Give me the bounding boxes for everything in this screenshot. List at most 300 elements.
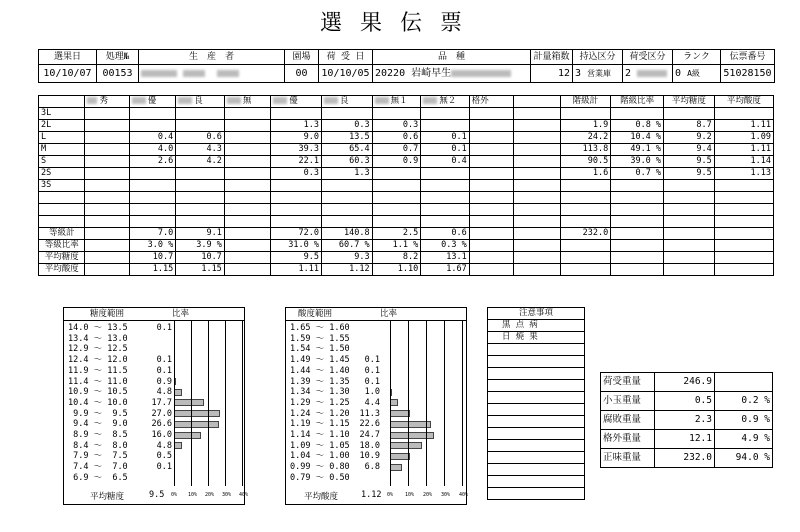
hist-ratio-value: 11.3 bbox=[359, 408, 380, 419]
grade-header-row bbox=[39, 96, 774, 108]
hist-ratio-value bbox=[352, 334, 380, 344]
grade-cell bbox=[469, 264, 513, 276]
hist-tick-label: 10% bbox=[405, 492, 415, 498]
sugar-avg-label: 平均糖度 bbox=[90, 492, 125, 502]
variety-code: 20220 bbox=[375, 68, 406, 79]
grade-cell bbox=[224, 120, 270, 132]
hist-ratio-value bbox=[144, 334, 172, 344]
grade-cell bbox=[714, 108, 773, 120]
grade-cell bbox=[85, 204, 129, 216]
grade-cell: 0.3 bbox=[372, 120, 421, 132]
grade-cell bbox=[611, 192, 664, 204]
hist-range-label: 11.4 ～ 11.0 bbox=[68, 376, 128, 387]
hist-bar bbox=[174, 432, 201, 439]
grade-cell bbox=[611, 180, 664, 192]
grade-cell: 9.2 bbox=[664, 132, 715, 144]
grade-cell bbox=[85, 144, 129, 156]
hist-range-label: 1.19 ～ 1.15 bbox=[290, 419, 350, 430]
grade-col-header: 無２ bbox=[421, 96, 470, 108]
grade-cell bbox=[224, 204, 270, 216]
row-label: 等級計 bbox=[39, 228, 85, 240]
grade-cell: 1.11 bbox=[271, 264, 322, 276]
row-label: 平均糖度 bbox=[39, 252, 85, 264]
summary-label: 格外重量 bbox=[601, 430, 655, 449]
grade-cell: 1.12 bbox=[321, 264, 372, 276]
hist-grid-line bbox=[462, 320, 463, 486]
summary-value: 246.9 bbox=[655, 373, 715, 392]
hist-range-label: 7.4 ～ 7.0 bbox=[68, 462, 128, 473]
grade-col-header: 格外 bbox=[469, 96, 513, 108]
grade-acid-row bbox=[39, 264, 774, 276]
hist-grid-line bbox=[390, 320, 391, 486]
grade-cell: 1.09 bbox=[714, 132, 773, 144]
grade-cell bbox=[372, 192, 421, 204]
hist-tick-label: 20% bbox=[423, 492, 433, 498]
summary-value: 0.5 bbox=[655, 392, 715, 411]
grade-cell bbox=[514, 264, 560, 276]
note-item bbox=[488, 404, 585, 416]
hist-range-label: 10.4 ～ 10.0 bbox=[68, 397, 128, 408]
grade-cell bbox=[469, 240, 513, 252]
size-label: 2S bbox=[39, 168, 85, 180]
label-boxes: 計量箱数 bbox=[531, 50, 573, 65]
summary-value: 232.0 bbox=[655, 449, 715, 468]
summary-percent: 4.9 % bbox=[715, 430, 773, 449]
hist-range-label: 8.9 ～ 8.5 bbox=[68, 430, 128, 440]
grade-cell: 49.1 % bbox=[611, 144, 664, 156]
hist-bar bbox=[174, 410, 220, 417]
variety-name: 岩崎早生 bbox=[411, 68, 452, 79]
grade-cell bbox=[129, 108, 175, 120]
grade-col-header bbox=[514, 96, 560, 108]
grade-cell: 72.0 bbox=[271, 228, 322, 240]
summary-table bbox=[600, 372, 773, 468]
grade-cell bbox=[224, 228, 270, 240]
grade-cell bbox=[271, 180, 322, 192]
grade-cell: 113.8 bbox=[560, 144, 611, 156]
summary-percent bbox=[715, 373, 773, 392]
grade-cell: 1.15 bbox=[176, 264, 225, 276]
hist-ratio-value: 4.4 bbox=[364, 397, 380, 408]
grade-cell bbox=[224, 108, 270, 120]
slip-title: 選果伝票 bbox=[319, 11, 480, 36]
grade-cell bbox=[469, 156, 513, 168]
hist-ratio-value: 0.1 bbox=[156, 462, 172, 473]
value-date: 10/10/07 bbox=[39, 65, 97, 83]
note-item bbox=[488, 416, 585, 428]
hist-range-label: 1.09 ～ 1.05 bbox=[290, 440, 350, 451]
grade-cell: 13.1 bbox=[421, 252, 470, 264]
grade-cell bbox=[611, 264, 664, 276]
grade-cell: 3.9 % bbox=[176, 240, 225, 252]
grade-cell bbox=[664, 108, 715, 120]
hist-ratio-value: 10.9 bbox=[359, 451, 380, 462]
label-slip-no: 伝票番号 bbox=[721, 50, 775, 65]
size-label: 3S bbox=[39, 180, 85, 192]
summary-label: 腐敗重量 bbox=[601, 411, 655, 430]
grade-size-row bbox=[39, 120, 774, 132]
summary-percent: 0.9 % bbox=[715, 411, 773, 430]
size-label: M bbox=[39, 144, 85, 156]
grade-cell bbox=[421, 168, 470, 180]
grade-cell bbox=[714, 192, 773, 204]
hist-tick-label: 10% bbox=[188, 492, 198, 498]
grade-cell bbox=[560, 264, 611, 276]
hist-bar bbox=[390, 432, 434, 439]
summary-value: 2.3 bbox=[655, 411, 715, 430]
hist-ratio-value: 0.1 bbox=[364, 365, 380, 376]
acid-avg-label: 平均酸度 bbox=[304, 492, 339, 502]
grade-cell: 232.0 bbox=[560, 228, 611, 240]
grade-size-row bbox=[39, 168, 774, 180]
grade-size-row bbox=[39, 132, 774, 144]
summary-value: 12.1 bbox=[655, 430, 715, 449]
grade-cell bbox=[271, 192, 322, 204]
grade-table bbox=[38, 95, 774, 276]
value-proc-no: 00153 bbox=[97, 65, 139, 83]
hist-ratio-value: 18.0 bbox=[359, 440, 380, 451]
grade-cell bbox=[85, 180, 129, 192]
grade-cell: 0.9 bbox=[372, 156, 421, 168]
grade-cell: 0.6 bbox=[372, 132, 421, 144]
grade-cell: 8.7 bbox=[664, 120, 715, 132]
grade-cell bbox=[611, 108, 664, 120]
hist-range-label: 12.9 ～ 12.5 bbox=[68, 344, 128, 355]
grade-cell bbox=[421, 192, 470, 204]
grade-cell bbox=[85, 264, 129, 276]
grade-cell: 24.2 bbox=[560, 132, 611, 144]
grade-cell: 9.5 bbox=[271, 252, 322, 264]
grade-cell bbox=[372, 216, 421, 228]
grade-col-header: 平均糖度 bbox=[664, 96, 715, 108]
hist-bar bbox=[390, 464, 402, 471]
grade-cell bbox=[421, 120, 470, 132]
hist-tick-label: 30% bbox=[222, 492, 232, 498]
grade-cell bbox=[560, 252, 611, 264]
grade-cell bbox=[85, 252, 129, 264]
grade-cell bbox=[85, 156, 129, 168]
grade-cell bbox=[611, 252, 664, 264]
grade-cell bbox=[714, 264, 773, 276]
grade-cell bbox=[129, 120, 175, 132]
grade-cell: 0.3 % bbox=[421, 240, 470, 252]
grade-size-row bbox=[39, 180, 774, 192]
grade-cell bbox=[176, 108, 225, 120]
grade-cell: 1.1 % bbox=[372, 240, 421, 252]
grade-cell bbox=[85, 120, 129, 132]
grade-cell: 2.5 bbox=[372, 228, 421, 240]
label-receive-date: 荷 受 日 bbox=[319, 50, 373, 65]
grade-size-row bbox=[39, 216, 774, 228]
hist-bar bbox=[174, 421, 219, 428]
hist-range-label: 14.0 ～ 13.5 bbox=[68, 323, 128, 333]
size-label: L bbox=[39, 132, 85, 144]
grade-cell bbox=[224, 252, 270, 264]
grade-cell: 13.5 bbox=[321, 132, 372, 144]
grade-cell bbox=[224, 240, 270, 252]
hist-ratio-value bbox=[352, 323, 380, 333]
hist-ratio-value: 0.9 bbox=[156, 376, 172, 387]
grade-cell: 0.4 bbox=[129, 132, 175, 144]
header-table bbox=[38, 49, 775, 83]
summary-label: 小玉重量 bbox=[601, 392, 655, 411]
grade-cell bbox=[664, 264, 715, 276]
grade-cell bbox=[421, 108, 470, 120]
hist-tick-label: 0% bbox=[171, 492, 178, 498]
grade-col-header: 良 bbox=[176, 96, 225, 108]
grade-cell bbox=[321, 204, 372, 216]
note-item bbox=[488, 356, 585, 368]
hist-ratio-value: 0.1 bbox=[364, 376, 380, 387]
grade-cell: 0.6 bbox=[421, 228, 470, 240]
hist-bar bbox=[390, 421, 431, 428]
grade-cell bbox=[714, 228, 773, 240]
hist-tick-label: 40% bbox=[459, 492, 469, 498]
hist-bar bbox=[174, 442, 182, 449]
grade-cell bbox=[664, 252, 715, 264]
grade-cell bbox=[85, 192, 129, 204]
grade-cell bbox=[469, 120, 513, 132]
note-item bbox=[488, 380, 585, 392]
grade-cell bbox=[514, 132, 560, 144]
grade-cell bbox=[514, 204, 560, 216]
label-receive-kind: 荷受区分 bbox=[623, 50, 673, 65]
grade-totals-row bbox=[39, 228, 774, 240]
grade-cell: 1.3 bbox=[321, 168, 372, 180]
hist-range-label: 1.59 ～ 1.55 bbox=[290, 333, 350, 344]
hist-ratio-value: 0.1 bbox=[156, 355, 172, 366]
grade-cell bbox=[560, 216, 611, 228]
grade-cell: 0.7 % bbox=[611, 168, 664, 180]
grade-cell: 22.1 bbox=[271, 156, 322, 168]
grade-cell: 1.9 bbox=[560, 120, 611, 132]
size-label bbox=[39, 192, 85, 204]
grade-cell bbox=[271, 108, 322, 120]
grade-cell bbox=[176, 120, 225, 132]
grade-sugar-row bbox=[39, 252, 774, 264]
grade-cell bbox=[664, 192, 715, 204]
note-item bbox=[488, 488, 585, 500]
hist-grid-line bbox=[242, 320, 243, 486]
grade-col-header: 優 bbox=[271, 96, 322, 108]
grade-cell: 1.14 bbox=[714, 156, 773, 168]
grade-cell: 9.3 bbox=[321, 252, 372, 264]
grade-cell bbox=[224, 180, 270, 192]
grade-cell bbox=[514, 156, 560, 168]
hist-ratio-value: 6.8 bbox=[364, 462, 380, 473]
hist-range-label: 8.4 ～ 8.0 bbox=[68, 440, 128, 451]
grade-cell: 0.1 bbox=[421, 132, 470, 144]
label-proc-no: 処理№ bbox=[97, 50, 139, 65]
grade-cell: 0.3 bbox=[321, 120, 372, 132]
grade-cell bbox=[469, 180, 513, 192]
grade-cell bbox=[421, 180, 470, 192]
grade-cell bbox=[85, 108, 129, 120]
grade-cell: 0.4 bbox=[421, 156, 470, 168]
grade-cell: 4.0 bbox=[129, 144, 175, 156]
grade-col-header: 無 bbox=[224, 96, 270, 108]
summary-label: 正味重量 bbox=[601, 449, 655, 468]
hist-grid-line bbox=[426, 320, 427, 486]
note-item bbox=[488, 428, 585, 440]
grade-cell bbox=[714, 252, 773, 264]
hist-range-label: 1.49 ～ 1.45 bbox=[290, 355, 350, 366]
size-label: S bbox=[39, 156, 85, 168]
hist-tick-label: 20% bbox=[205, 492, 215, 498]
hist-range-label: 1.44 ～ 1.40 bbox=[290, 365, 350, 376]
grade-cell bbox=[664, 216, 715, 228]
sugar-histogram bbox=[63, 307, 249, 505]
hist-range-label: 10.9 ～ 10.5 bbox=[68, 387, 128, 398]
grade-col-header: 階級計 bbox=[560, 96, 611, 108]
hist-range-label: 6.9 ～ 6.5 bbox=[68, 472, 128, 483]
grade-cell bbox=[129, 216, 175, 228]
grade-col-header: 良 bbox=[321, 96, 372, 108]
grade-cell bbox=[514, 120, 560, 132]
hist-tick-label: 0% bbox=[387, 492, 394, 498]
grade-cell: 1.67 bbox=[421, 264, 470, 276]
hist-tick-label: 30% bbox=[441, 492, 451, 498]
grade-cell bbox=[560, 108, 611, 120]
grade-cell bbox=[224, 192, 270, 204]
grade-cell bbox=[85, 216, 129, 228]
grade-cell: 3.0 % bbox=[129, 240, 175, 252]
value-rank: 0 A級 bbox=[673, 65, 721, 83]
grade-cell bbox=[560, 240, 611, 252]
grade-cell bbox=[664, 240, 715, 252]
grade-cell: 4.2 bbox=[176, 156, 225, 168]
grade-cell bbox=[611, 240, 664, 252]
label-rank: ランク bbox=[673, 50, 721, 65]
grade-cell bbox=[372, 168, 421, 180]
grade-cell bbox=[176, 168, 225, 180]
value-field: 00 bbox=[285, 65, 319, 83]
grade-cell bbox=[321, 192, 372, 204]
note-item bbox=[488, 392, 585, 404]
grade-cell: 1.10 bbox=[372, 264, 421, 276]
grade-cell bbox=[129, 192, 175, 204]
grade-cell bbox=[224, 264, 270, 276]
hist-ratio-value: 0.1 bbox=[156, 365, 172, 376]
note-item: 黒 点 病 bbox=[488, 320, 585, 332]
sugar-avg-value: 9.5 bbox=[149, 490, 165, 500]
grade-cell bbox=[469, 228, 513, 240]
grade-cell bbox=[714, 216, 773, 228]
grade-cell bbox=[85, 240, 129, 252]
grade-cell bbox=[224, 144, 270, 156]
grade-corner bbox=[39, 96, 85, 108]
grade-cell: 9.1 bbox=[176, 228, 225, 240]
grade-cell bbox=[714, 240, 773, 252]
hist-grid-line bbox=[208, 320, 209, 486]
grade-cell bbox=[664, 204, 715, 216]
hist-grid-line bbox=[174, 320, 175, 486]
note-item bbox=[488, 344, 585, 356]
grade-cell: 39.0 % bbox=[611, 156, 664, 168]
acid-avg-value: 1.12 bbox=[361, 490, 382, 500]
acid-hist-header: 酸度範囲 比率 bbox=[286, 308, 466, 321]
hist-range-label: 1.65 ～ 1.60 bbox=[290, 323, 350, 333]
hist-range-label: 9.9 ～ 9.5 bbox=[68, 408, 128, 419]
hist-range-label: 1.39 ～ 1.35 bbox=[290, 376, 350, 387]
grade-size-row bbox=[39, 192, 774, 204]
hist-range-label: 1.34 ～ 1.30 bbox=[290, 387, 350, 398]
grade-cell bbox=[469, 252, 513, 264]
grade-cell bbox=[271, 204, 322, 216]
grade-cell bbox=[224, 168, 270, 180]
grade-size-row bbox=[39, 156, 774, 168]
hist-ratio-value: 0.1 bbox=[156, 323, 172, 333]
grade-cell bbox=[664, 228, 715, 240]
hist-range-label: 9.4 ～ 9.0 bbox=[68, 419, 128, 430]
hist-bar bbox=[174, 389, 182, 396]
grade-cell bbox=[514, 192, 560, 204]
hist-ratio-value: 0.1 bbox=[364, 355, 380, 366]
grade-cell: 0.1 bbox=[421, 144, 470, 156]
grade-cell bbox=[514, 216, 560, 228]
hist-ratio-value: 22.6 bbox=[359, 419, 380, 430]
hist-range-label: 1.54 ～ 1.50 bbox=[290, 344, 350, 355]
grade-cell: 9.5 bbox=[664, 168, 715, 180]
hist-ratio-value: 17.7 bbox=[151, 397, 172, 408]
grade-cell bbox=[469, 132, 513, 144]
summary-percent: 0.2 % bbox=[715, 392, 773, 411]
grade-cell bbox=[514, 228, 560, 240]
grade-cell: 0.3 bbox=[271, 168, 322, 180]
value-boxes: 12 bbox=[531, 65, 573, 83]
grade-cell bbox=[514, 108, 560, 120]
hist-range-label: 1.04 ～ 1.00 bbox=[290, 451, 350, 462]
notes-title: 注意事項 bbox=[488, 308, 585, 320]
grade-cell bbox=[129, 168, 175, 180]
grade-cell bbox=[514, 240, 560, 252]
hist-grid-line bbox=[408, 320, 409, 486]
hist-ratio-value: 24.7 bbox=[359, 430, 380, 440]
grade-cell bbox=[560, 204, 611, 216]
grade-cell bbox=[176, 180, 225, 192]
hist-bar bbox=[390, 399, 398, 406]
hist-ratio-value: 4.8 bbox=[156, 440, 172, 451]
grade-cell bbox=[271, 216, 322, 228]
hist-grid-line bbox=[225, 320, 226, 486]
grade-cell bbox=[85, 132, 129, 144]
sugar-hist-header: 糖度範囲 比率 bbox=[64, 308, 244, 321]
grade-cell bbox=[421, 216, 470, 228]
value-receive-kind: 2 bbox=[623, 65, 673, 83]
hist-range-label: 12.4 ～ 12.0 bbox=[68, 355, 128, 366]
grade-cell: 140.8 bbox=[321, 228, 372, 240]
grade-cell bbox=[372, 204, 421, 216]
size-label bbox=[39, 204, 85, 216]
grade-cell bbox=[129, 180, 175, 192]
hist-ratio-value: 4.8 bbox=[156, 387, 172, 398]
grade-cell bbox=[664, 180, 715, 192]
grade-cell bbox=[514, 252, 560, 264]
hist-ratio-value: 16.0 bbox=[151, 430, 172, 440]
grade-cell bbox=[176, 204, 225, 216]
grade-cell bbox=[714, 180, 773, 192]
grade-cell: 1.6 bbox=[560, 168, 611, 180]
grade-cell: 2.6 bbox=[129, 156, 175, 168]
value-producer bbox=[139, 65, 285, 83]
grade-cell: 1.3 bbox=[271, 120, 322, 132]
grade-cell bbox=[469, 168, 513, 180]
label-field: 園場 bbox=[285, 50, 319, 65]
grade-cell: 10.7 bbox=[129, 252, 175, 264]
grade-cell: 1.11 bbox=[714, 120, 773, 132]
hist-range-label: 1.14 ～ 1.10 bbox=[290, 430, 350, 440]
grade-cell bbox=[560, 180, 611, 192]
